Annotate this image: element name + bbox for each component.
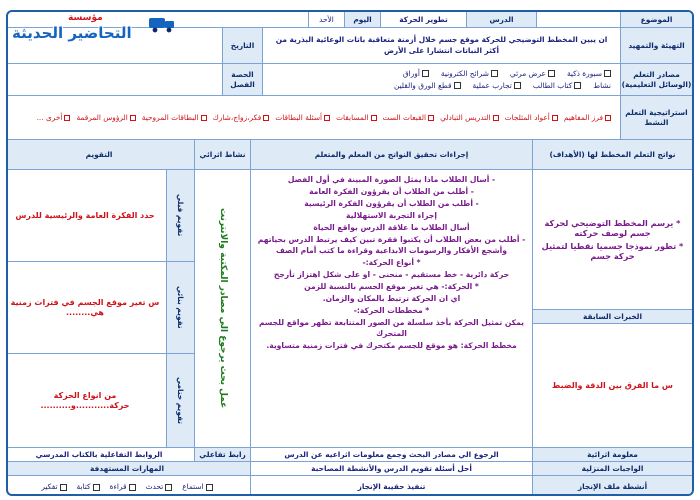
strategy-option[interactable]: البطاقات المروحية <box>142 113 207 122</box>
procedures-header: إجراءات تحقيق النواتج من المعلم والمتعلم <box>250 140 532 169</box>
source-option[interactable]: أوراق <box>403 69 429 78</box>
strategy-option[interactable]: أعواد المثلجات <box>505 113 558 122</box>
outcomes-header: نواتج التعلم المخطط لها (الأهداف) <box>532 140 692 169</box>
skills-options <box>6 476 250 496</box>
source-option[interactable]: سبورة ذكية <box>567 69 611 78</box>
source-option[interactable]: كتاب الطالب <box>533 81 581 90</box>
link-label: رابط تفاعلي <box>194 448 250 461</box>
procedure-line: - أطلب من بعض الطلاب أن يكتبوا فقرة تبين كيف يرتبط الدرس بحياتهم وأشجع الأفكار والرسومات الابداعية وقراءة ما كتب أمام الصف <box>257 235 526 255</box>
strategy-option[interactable]: فكر،زواج،شارك <box>213 113 270 122</box>
hw-value: أحل أسئلة تقويم الدرس والأنشطة المصاحبة <box>250 462 532 475</box>
procedure-line: أسال الطلاب ما علاقة الدرس بواقع الحياة <box>313 223 470 232</box>
source-option[interactable]: تجارب عملية <box>473 81 521 90</box>
time-label: الحصة <box>231 70 254 80</box>
skill-option[interactable]: كتابة <box>77 482 100 491</box>
strategies-label: استراتيجية التعلم النشط <box>620 96 692 139</box>
lesson-label: الدرس <box>466 12 536 27</box>
file-value: تنفيذ حقيبة الإنجاز <box>250 476 532 496</box>
date-label: التاريخ <box>222 28 262 63</box>
procedure-line: - أطلب من الطلاب أن يقرؤون الفكرة الرئيسية <box>304 199 479 208</box>
procedure-line: - أسال الطلاب ماذا يمثل الصورة المبينة في أول الفصل <box>287 175 496 184</box>
intro-text: ان يبين المخطط التوضيحي للحركة موقع جسم خلال أزمنة متعاقبة باتات الوعائية البذرية من أكثر النباتات انتشارا على الأرض <box>262 28 620 63</box>
procedures-list <box>257 174 526 351</box>
source-option[interactable]: شرائح الكترونية <box>441 69 498 78</box>
procedure-line: * الحركة:- هي تغير موقع الجسم بالنسبة للزمن <box>304 282 479 291</box>
skill-option[interactable]: تفكير <box>41 482 66 491</box>
topic-value <box>536 12 620 27</box>
link-value[interactable]: الروابط التفاعلية بالكتاب المدرسي <box>35 449 163 459</box>
logo-line1: مؤسسة <box>68 13 103 23</box>
day-value: الأحد <box>308 12 344 27</box>
outcome-item: * يرسم المخطط التوضيحي لحركة جسم لوصف حركته <box>544 217 681 238</box>
eval-block-final <box>6 354 194 447</box>
prev-exp-label: الخبرات السابقة <box>533 310 692 324</box>
strategy-option[interactable]: الرؤوس المرقمة <box>76 113 135 122</box>
publisher-logo <box>8 12 188 50</box>
truck-icon <box>148 15 176 33</box>
skills-label: المهارات المستهدفة <box>6 462 250 475</box>
column-headers <box>8 140 692 170</box>
day-label: اليوم <box>344 12 380 27</box>
bottom-row-3 <box>8 476 692 496</box>
time-value <box>6 64 222 95</box>
rel-label: معلومة اثرائية <box>532 448 692 461</box>
prev-exp-text: س ما الفرق بين الدقة والضبط <box>552 381 673 390</box>
outcomes-list <box>533 170 692 310</box>
strategies-row <box>8 96 692 140</box>
intro-label: التهيئة والتمهيد <box>620 28 692 63</box>
strategy-option[interactable]: أخرى ... <box>37 113 71 122</box>
procedures-column <box>250 170 532 447</box>
procedure-line: يمكن تمثيل الحركة بأخذ سلسلة من الصور المتتابعة تظهر مواقع للجسم المتحرك <box>258 318 525 338</box>
evaluation-header: التقويم <box>6 140 194 169</box>
sources-label: مصادر التعلم (الوسائل التعليمية) <box>620 64 692 95</box>
activity-header: نشاط اثرائي <box>194 140 250 169</box>
hw-label: الواجبات المنزلية <box>532 462 692 475</box>
procedure-line: * أنواع الحركة:- <box>362 258 421 267</box>
eval-label: تقويم ختامي <box>166 354 194 447</box>
file-label: أنشطة ملف الإنجاز <box>532 476 692 496</box>
enrichment-text: عمل بحث يرجوع الي مصادر المكتبة والانترنت <box>218 208 229 409</box>
skill-option[interactable]: استماع <box>182 482 212 491</box>
eval-text: من انواع الحركة حركة...........و.......... <box>40 391 130 410</box>
source-option[interactable]: قطع الورق والقلين <box>394 81 461 90</box>
skill-option[interactable]: قراءة <box>110 482 136 491</box>
source-option[interactable]: نشاط <box>593 80 611 90</box>
procedure-line: اي ان الحركة ترتبط بالمكان والزمان. <box>322 294 461 303</box>
time-chapter-labels <box>222 64 262 95</box>
rel-value: الرجوع الي مصادر البحث وجمع معلومات اثراعيه عن الدرس <box>250 448 532 461</box>
bottom-row-1 <box>8 448 692 462</box>
eval-block-pre <box>6 170 194 262</box>
skill-option[interactable]: تحدث <box>146 482 173 491</box>
strategy-option[interactable]: أسئلة البطاقات <box>275 113 330 122</box>
evaluation-column <box>6 170 194 447</box>
eval-text: س تغير موقع الجسم في فترات زمنية هي........ <box>10 297 160 317</box>
outcomes-column <box>532 170 692 447</box>
procedure-line: حركة دائرية - خط مستقيم - منحنى - او على شكل اهتزاز تأرجح <box>273 270 510 279</box>
strategies-options <box>6 96 620 139</box>
main-body <box>8 170 692 448</box>
source-option[interactable]: عرض مرئي <box>510 69 555 78</box>
procedure-line: مخطط الحركة: هو موقع للجسم مكتحرك في فترات زمنية متساوية. <box>266 341 517 350</box>
strategy-option[interactable]: القبعات الست <box>383 113 435 122</box>
bottom-row-2 <box>8 462 692 476</box>
eval-block-formative <box>6 262 194 354</box>
chapter-label: الفصل <box>230 79 255 89</box>
strategy-option[interactable]: المسابقات <box>336 113 376 122</box>
procedure-line: * مخططات الحركة:- <box>353 306 430 315</box>
procedure-line: - أطلب من الطلاب أن يقرؤون الفكرة العامة <box>309 187 474 196</box>
lesson-value: تطوير الحركة <box>380 12 466 27</box>
sources-options <box>262 64 620 95</box>
strategy-option[interactable]: فرز المفاهيم <box>564 113 611 122</box>
enrichment-column <box>194 170 250 447</box>
logo-line2: التحاضير الحديثة <box>12 24 132 42</box>
procedure-line: إجراء التجربة الاستهلالية <box>346 211 437 220</box>
eval-text: حدد الفكرة العامة والرئيسية للدرس <box>15 210 155 220</box>
strategy-option[interactable]: التدريس التبادلي <box>440 113 499 122</box>
sources-row <box>8 64 692 96</box>
eval-label: تقويم قبلي <box>166 170 194 261</box>
lesson-plan-page <box>6 10 694 496</box>
outcome-item: * تطور نموذجا جسميا نقطيا لتمثيل حركة جسم <box>541 241 684 262</box>
topic-label: الموضوع <box>620 12 692 27</box>
eval-label: تقويم بنائي <box>166 262 194 353</box>
